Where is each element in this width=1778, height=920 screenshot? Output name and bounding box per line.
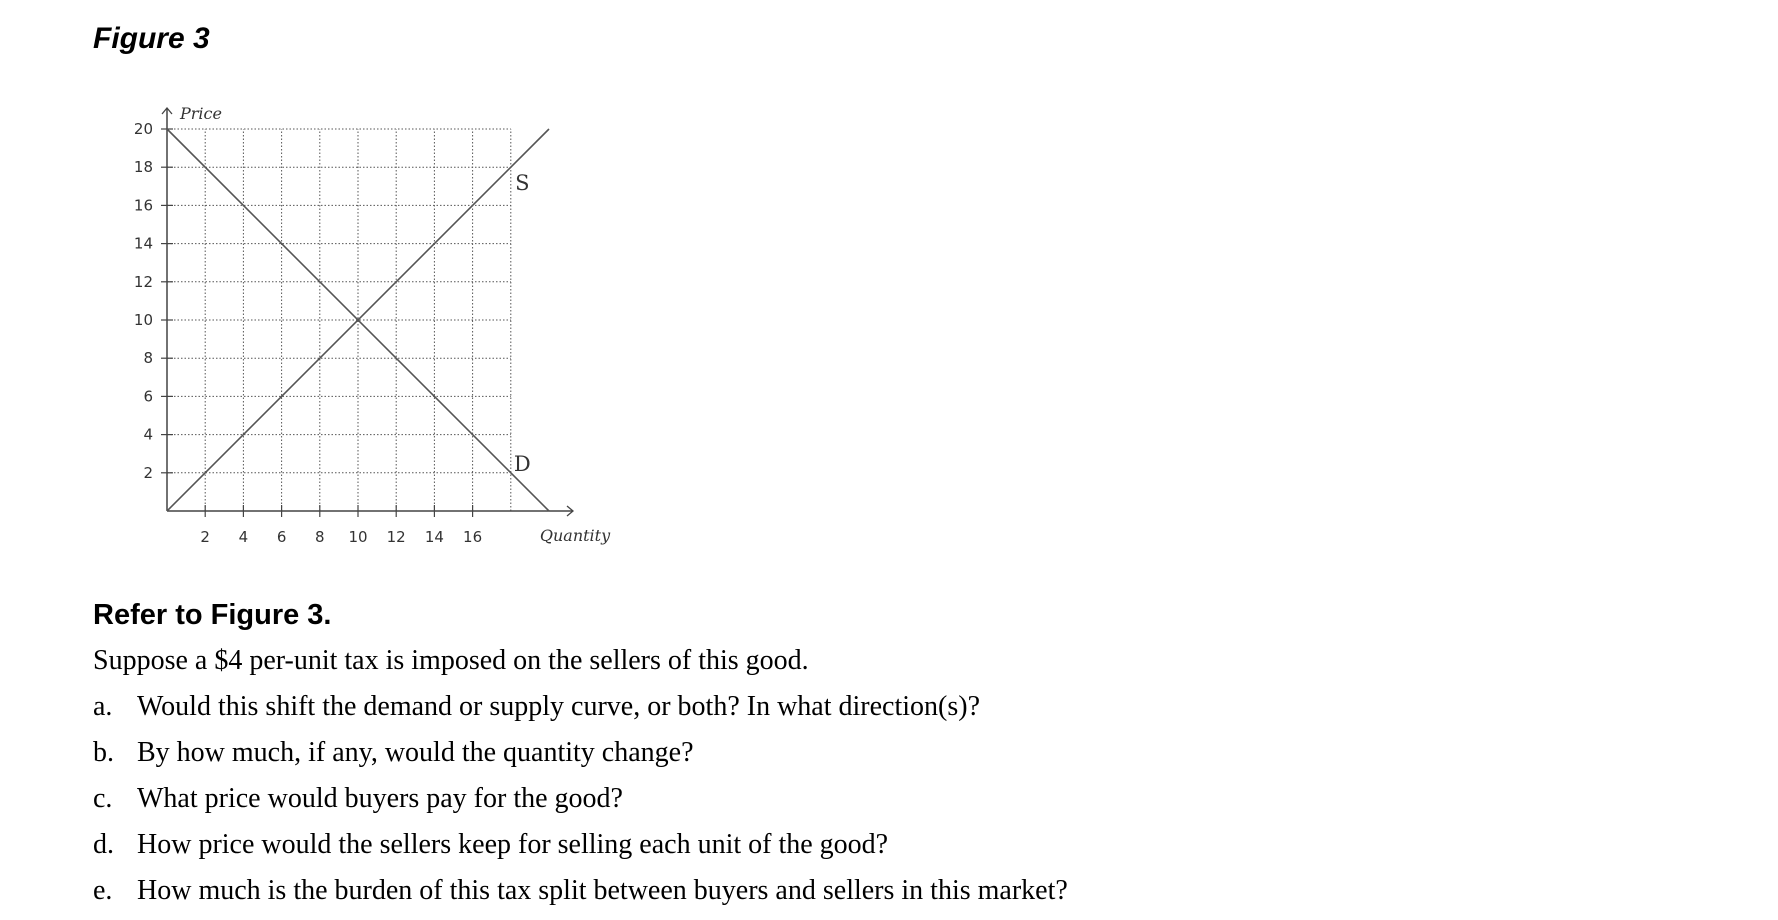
question-heading: Refer to Figure 3. [93,599,332,631]
question-intro: Suppose a $4 per-unit tax is imposed on the sellers of this good. [93,645,809,676]
y-tick-label: 2 [143,463,153,482]
question-item-a [93,691,980,723]
question-text: Would this shift the demand or supply curve, or both? In what direction(s)? [137,691,980,722]
chart-ticks [134,120,482,546]
y-tick-label: 16 [133,196,153,215]
x-tick-label: 14 [424,528,444,546]
y-tick-label: 14 [133,234,153,253]
x-tick-label: 2 [200,528,210,546]
question-text: How much is the burden of this tax split between buyers and sellers in this market? [137,875,1068,906]
y-tick-label: 6 [143,387,153,406]
question-item-e [93,875,1068,907]
x-tick-label: 10 [348,528,368,546]
question-letter: c. [93,783,113,814]
x-tick-label: 6 [276,528,287,546]
question-letter: e. [93,875,113,906]
y-tick-label: 20 [133,120,153,138]
y-tick-label: 4 [143,425,153,444]
chart-grid [167,129,511,511]
x-tick-label: 4 [238,528,249,546]
question-text: By how much, if any, would the quantity change? [137,737,694,768]
x-tick-label: 16 [463,528,483,546]
supply-demand-chart [0,0,620,560]
y-tick-label: 18 [133,158,153,177]
question-text: What price would buyers pay for the good? [137,783,623,814]
x-axis-label: Quantity [539,526,611,545]
y-axis-label: Price [180,104,222,123]
curve-label-s: S [515,171,530,196]
question-letter: d. [93,829,114,860]
question-letter: b. [93,737,114,768]
question-text: How price would the sellers keep for selling each unit of the good? [137,829,889,860]
question-item-d [93,829,888,861]
x-tick-label: 8 [315,528,325,546]
y-tick-label: 8 [143,349,153,368]
question-item-c [93,783,623,815]
question-item-b [93,737,694,769]
y-tick-label: 12 [133,272,153,291]
figure-title: Figure 3 [93,22,210,55]
question-letter: a. [93,691,113,722]
curve-label-d: D [513,451,531,476]
x-tick-label: 12 [386,528,406,546]
y-tick-label: 10 [133,311,153,329]
